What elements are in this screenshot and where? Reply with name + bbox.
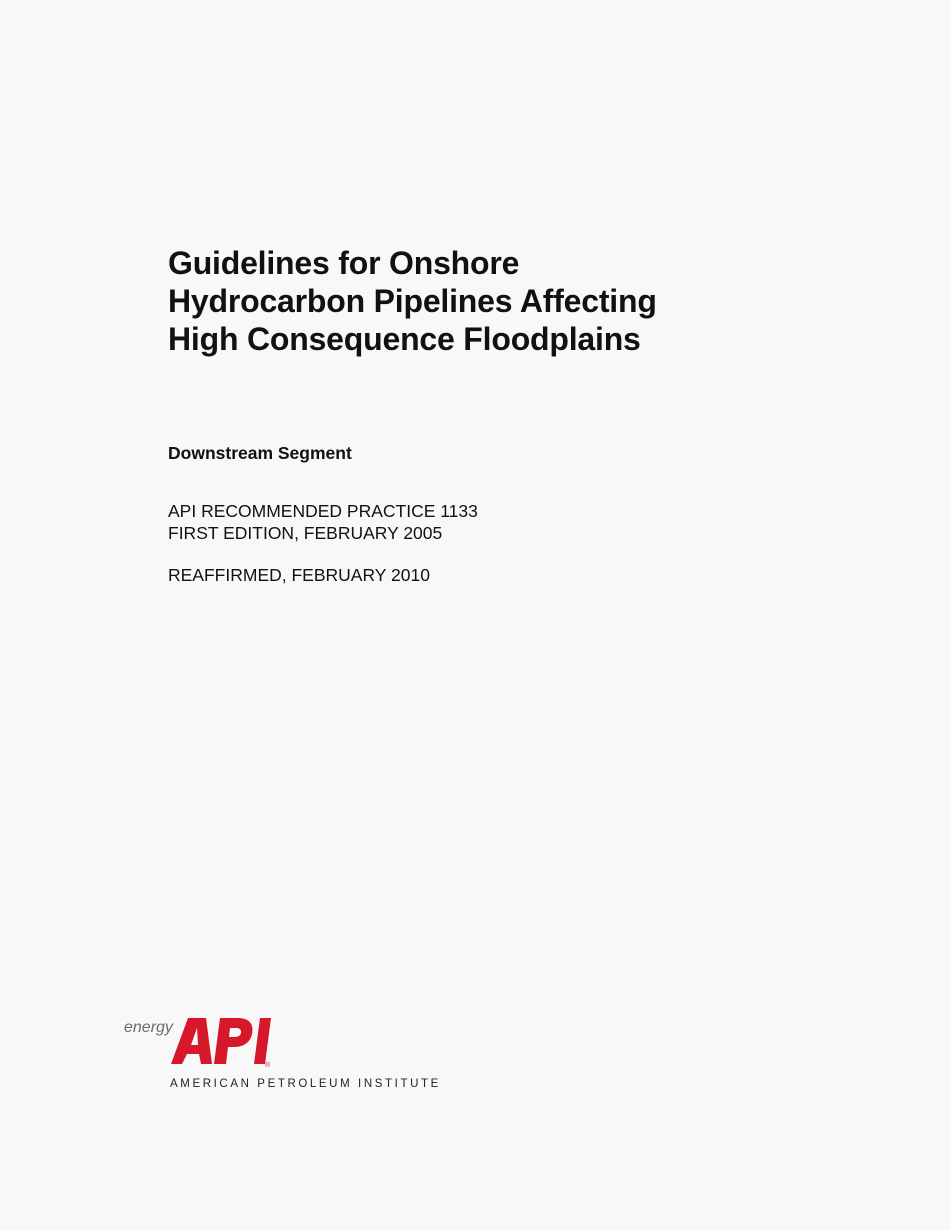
title-line: Guidelines for Onshore <box>168 245 520 281</box>
title-line: High Consequence Floodplains <box>168 321 641 357</box>
reaffirmed-date: REAFFIRMED, FEBRUARY 2010 <box>168 565 430 585</box>
title-line: Hydrocarbon Pipelines Affecting <box>168 283 657 319</box>
logo-caption: AMERICAN PETROLEUM INSTITUTE <box>170 1078 441 1090</box>
api-logo <box>120 1010 450 1100</box>
practice-number: API RECOMMENDED PRACTICE 1133 <box>168 501 478 521</box>
practice-info <box>168 500 478 544</box>
segment-label: Downstream Segment <box>168 443 352 463</box>
svg-text:®: ® <box>265 1062 271 1068</box>
logo-tagline: energy <box>124 1019 173 1036</box>
api-logo-mark-icon <box>168 1014 272 1068</box>
edition-date: FIRST EDITION, FEBRUARY 2005 <box>168 523 443 543</box>
document-title <box>168 244 808 358</box>
